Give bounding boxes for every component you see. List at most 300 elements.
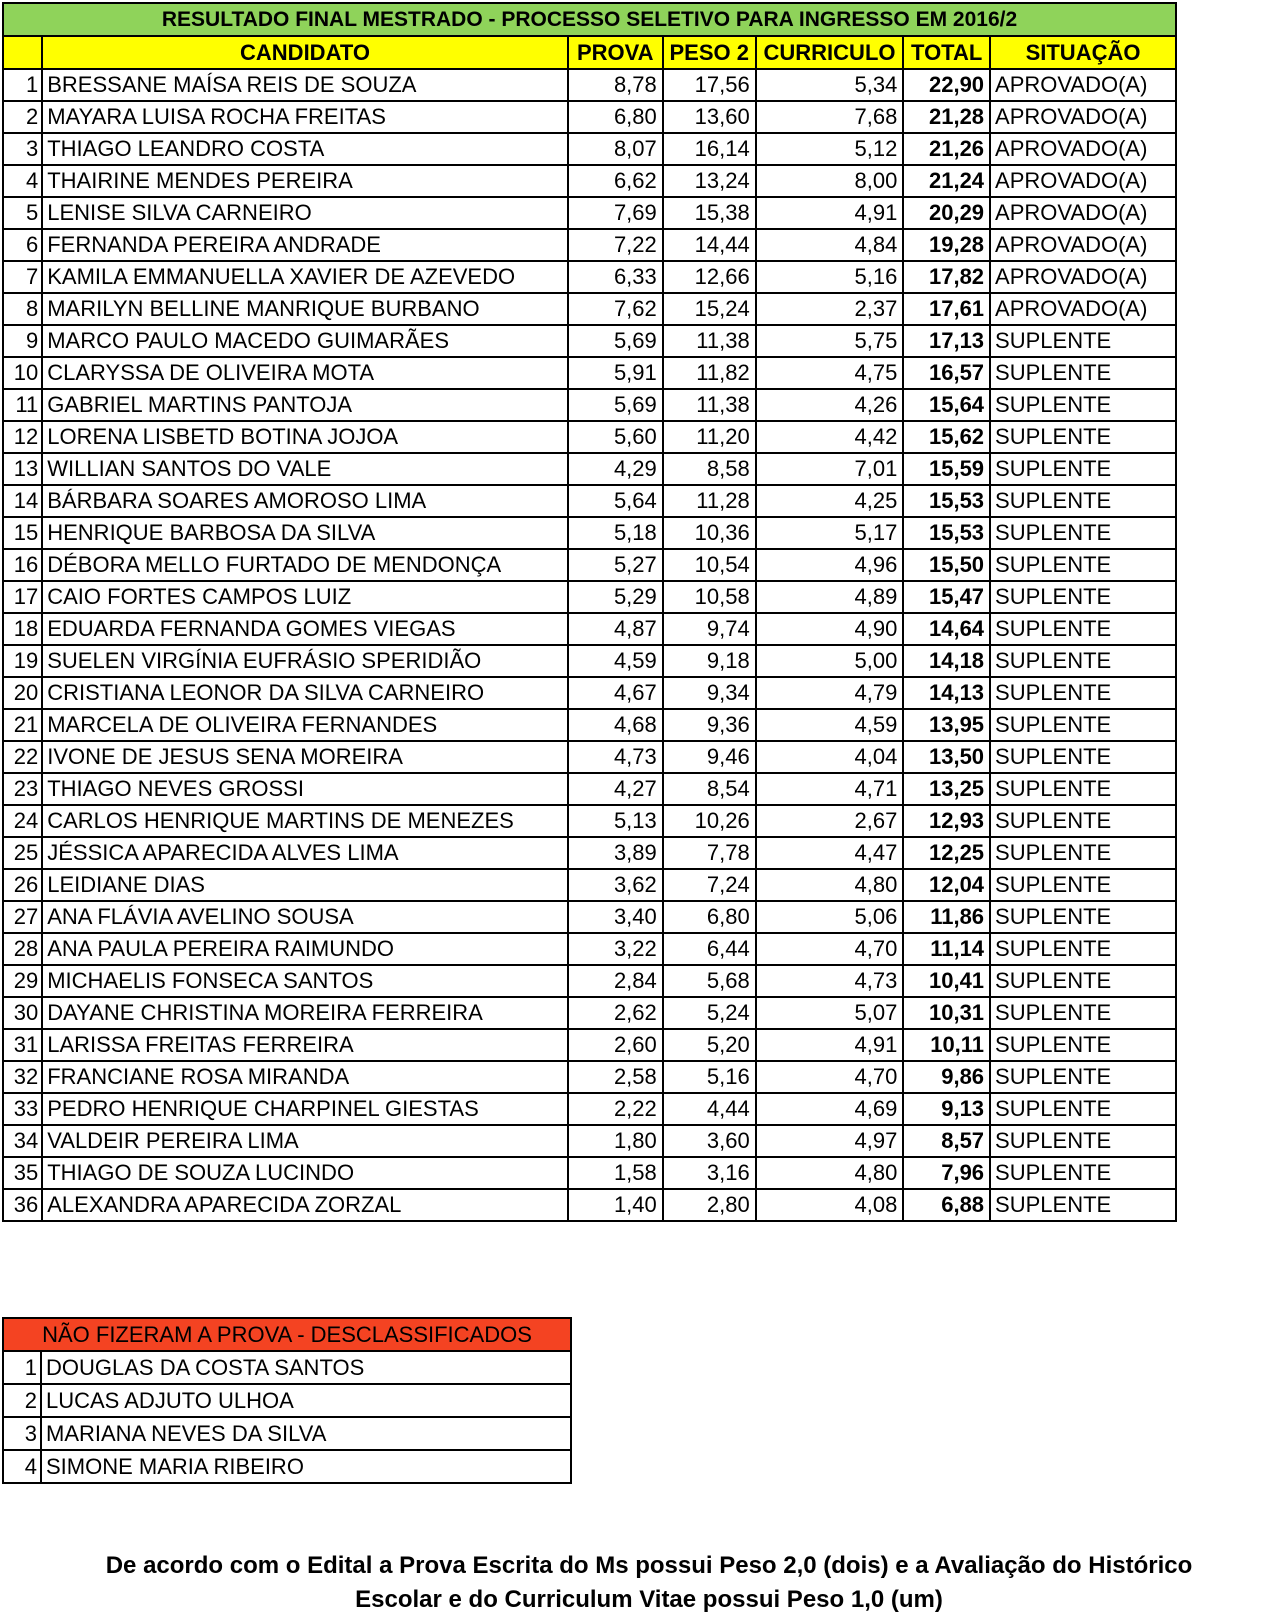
prova-cell: 4,73 [568,741,663,773]
peso-cell: 3,16 [663,1157,756,1189]
candidate-name-cell: THAIRINE MENDES PEREIRA [42,165,568,197]
table-row [3,869,1176,901]
prova-cell: 4,27 [568,773,663,805]
table-row [3,485,1176,517]
table-row [3,613,1176,645]
total-cell: 21,24 [903,165,990,197]
situacao-cell: APROVADO(A) [990,101,1176,133]
candidate-name-cell: LEIDIANE DIAS [42,869,568,901]
prova-cell: 8,78 [568,69,663,101]
rank-cell: 16 [3,549,42,581]
curriculo-cell: 4,70 [756,933,904,965]
results-table [2,2,1177,1222]
curriculo-cell: 4,08 [756,1189,904,1221]
situacao-cell: SUPLENTE [990,741,1176,773]
prova-cell: 4,29 [568,453,663,485]
prova-cell: 2,22 [568,1093,663,1125]
curriculo-cell: 7,01 [756,453,904,485]
curriculo-cell: 5,16 [756,261,904,293]
rank-cell: 27 [3,901,42,933]
candidate-name-cell: DOUGLAS DA COSTA SANTOS [41,1351,571,1384]
situacao-cell: SUPLENTE [990,1061,1176,1093]
rank-cell: 12 [3,421,42,453]
candidate-name-cell: MARCO PAULO MACEDO GUIMARÃES [42,325,568,357]
prova-cell: 2,84 [568,965,663,997]
table-row [3,1417,571,1450]
footnote-line-1: De acordo com o Edital a Prova Escrita do Ms possui Peso 2,0 (dois) e a Avaliação do Histórico [105,1552,1193,1579]
situacao-cell: APROVADO(A) [990,133,1176,165]
candidate-name-cell: LARISSA FREITAS FERREIRA [42,1029,568,1061]
prova-cell: 6,62 [568,165,663,197]
total-cell: 15,53 [903,517,990,549]
candidate-name-cell: LORENA LISBETD BOTINA JOJOA [42,421,568,453]
total-cell: 19,28 [903,229,990,261]
peso-cell: 10,36 [663,517,756,549]
disqualified-body [3,1351,571,1483]
peso-cell: 10,26 [663,805,756,837]
situacao-cell: APROVADO(A) [990,261,1176,293]
situacao-cell: SUPLENTE [990,453,1176,485]
candidate-name-cell: EDUARDA FERNANDA GOMES VIEGAS [42,613,568,645]
prova-cell: 3,40 [568,901,663,933]
rank-cell: 15 [3,517,42,549]
table-row [3,709,1176,741]
total-cell: 15,62 [903,421,990,453]
disqualified-title-row [3,1318,571,1351]
prova-cell: 2,60 [568,1029,663,1061]
table-row [3,1061,1176,1093]
rank-cell: 9 [3,325,42,357]
table-row [3,293,1176,325]
candidate-name-cell: WILLIAN SANTOS DO VALE [42,453,568,485]
table-row [3,677,1176,709]
rank-cell: 35 [3,1157,42,1189]
candidate-name-cell: MARCELA DE OLIVEIRA FERNANDES [42,709,568,741]
rank-cell: 25 [3,837,42,869]
situacao-cell: APROVADO(A) [990,165,1176,197]
peso-cell: 4,44 [663,1093,756,1125]
table-row [3,1450,571,1483]
candidate-name-cell: MARIANA NEVES DA SILVA [41,1417,571,1450]
total-cell: 15,64 [903,389,990,421]
total-cell: 17,82 [903,261,990,293]
table-row [3,933,1176,965]
rank-cell: 1 [3,1351,41,1384]
footnote [10,1549,1288,1617]
prova-cell: 3,22 [568,933,663,965]
candidate-name-cell: PEDRO HENRIQUE CHARPINEL GIESTAS [42,1093,568,1125]
total-cell: 17,61 [903,293,990,325]
peso-cell: 3,60 [663,1125,756,1157]
situacao-cell: SUPLENTE [990,933,1176,965]
curriculo-cell: 4,69 [756,1093,904,1125]
prova-cell: 3,62 [568,869,663,901]
table-row [3,837,1176,869]
curriculo-cell: 4,96 [756,549,904,581]
situacao-cell: SUPLENTE [990,709,1176,741]
prova-cell: 5,27 [568,549,663,581]
prova-cell: 7,22 [568,229,663,261]
candidate-name-cell: SUELEN VIRGÍNIA EUFRÁSIO SPERIDIÃO [42,645,568,677]
table-row [3,229,1176,261]
candidate-name-cell: LUCAS ADJUTO ULHOA [41,1384,571,1417]
total-cell: 12,93 [903,805,990,837]
rank-cell: 3 [3,1417,41,1450]
peso-cell: 17,56 [663,69,756,101]
curriculo-cell: 4,26 [756,389,904,421]
candidate-name-cell: VALDEIR PEREIRA LIMA [42,1125,568,1157]
prova-cell: 4,59 [568,645,663,677]
total-cell: 11,14 [903,933,990,965]
candidate-name-cell: BÁRBARA SOARES AMOROSO LIMA [42,485,568,517]
situacao-cell: SUPLENTE [990,677,1176,709]
rank-cell: 6 [3,229,42,261]
rank-cell: 11 [3,389,42,421]
table-row [3,1029,1176,1061]
prova-cell: 4,67 [568,677,663,709]
rank-cell: 33 [3,1093,42,1125]
rank-cell: 18 [3,613,42,645]
results-body [3,69,1176,1221]
rank-cell: 1 [3,69,42,101]
total-cell: 15,50 [903,549,990,581]
situacao-cell: SUPLENTE [990,965,1176,997]
candidate-name-cell: BRESSANE MAÍSA REIS DE SOUZA [42,69,568,101]
peso-cell: 15,24 [663,293,756,325]
prova-cell: 1,58 [568,1157,663,1189]
table-row [3,69,1176,101]
table-row [3,805,1176,837]
peso-cell: 6,80 [663,901,756,933]
candidate-name-cell: DAYANE CHRISTINA MOREIRA FERREIRA [42,997,568,1029]
situacao-cell: SUPLENTE [990,613,1176,645]
results-title-row [3,3,1176,36]
situacao-cell: SUPLENTE [990,421,1176,453]
results-header-row [3,36,1176,69]
rank-cell: 17 [3,581,42,613]
rank-cell: 21 [3,709,42,741]
candidate-name-cell: ANA PAULA PEREIRA RAIMUNDO [42,933,568,965]
curriculo-cell: 4,97 [756,1125,904,1157]
rank-cell: 8 [3,293,42,325]
total-cell: 9,86 [903,1061,990,1093]
table-row [3,1189,1176,1221]
table-row [3,773,1176,805]
total-cell: 15,59 [903,453,990,485]
candidate-name-cell: HENRIQUE BARBOSA DA SILVA [42,517,568,549]
peso-cell: 7,78 [663,837,756,869]
prova-cell: 2,58 [568,1061,663,1093]
peso-cell: 9,74 [663,613,756,645]
peso-cell: 8,58 [663,453,756,485]
peso-cell: 5,20 [663,1029,756,1061]
candidate-name-cell: MARILYN BELLINE MANRIQUE BURBANO [42,293,568,325]
prova-cell: 8,07 [568,133,663,165]
peso-cell: 11,38 [663,325,756,357]
prova-cell: 6,33 [568,261,663,293]
total-cell: 9,13 [903,1093,990,1125]
total-cell: 10,41 [903,965,990,997]
peso-cell: 10,58 [663,581,756,613]
curriculo-cell: 4,42 [756,421,904,453]
candidate-name-cell: FERNANDA PEREIRA ANDRADE [42,229,568,261]
total-cell: 12,04 [903,869,990,901]
situacao-cell: SUPLENTE [990,901,1176,933]
prova-cell: 5,13 [568,805,663,837]
curriculo-cell: 4,70 [756,1061,904,1093]
candidate-name-cell: IVONE DE JESUS SENA MOREIRA [42,741,568,773]
candidate-name-cell: JÉSSICA APARECIDA ALVES LIMA [42,837,568,869]
rank-cell: 3 [3,133,42,165]
situacao-cell: SUPLENTE [990,357,1176,389]
candidate-name-cell: CARLOS HENRIQUE MARTINS DE MENEZES [42,805,568,837]
total-cell: 21,26 [903,133,990,165]
table-row [3,197,1176,229]
curriculo-cell: 4,91 [756,197,904,229]
curriculo-cell: 4,84 [756,229,904,261]
situacao-cell: APROVADO(A) [990,293,1176,325]
situacao-cell: SUPLENTE [990,389,1176,421]
situacao-cell: SUPLENTE [990,1093,1176,1125]
total-cell: 14,13 [903,677,990,709]
peso-cell: 9,36 [663,709,756,741]
prova-cell: 7,69 [568,197,663,229]
situacao-cell: SUPLENTE [990,773,1176,805]
prova-cell: 5,18 [568,517,663,549]
table-row [3,133,1176,165]
total-cell: 16,57 [903,357,990,389]
curriculo-cell: 4,73 [756,965,904,997]
situacao-cell: SUPLENTE [990,1157,1176,1189]
curriculo-cell: 5,06 [756,901,904,933]
prova-cell: 5,60 [568,421,663,453]
curriculo-cell: 4,25 [756,485,904,517]
total-cell: 13,25 [903,773,990,805]
prova-cell: 5,29 [568,581,663,613]
rank-cell: 26 [3,869,42,901]
total-cell: 8,57 [903,1125,990,1157]
prova-cell: 5,69 [568,325,663,357]
total-cell: 10,11 [903,1029,990,1061]
curriculo-cell: 2,67 [756,805,904,837]
prova-cell: 7,62 [568,293,663,325]
column-header-total: TOTAL [903,36,990,69]
peso-cell: 5,16 [663,1061,756,1093]
curriculo-cell: 4,75 [756,357,904,389]
situacao-cell: SUPLENTE [990,581,1176,613]
footnote-line-2: Escolar e do Curriculum Vitae possui Peso 1,0 (um) [355,1586,943,1613]
peso-cell: 7,24 [663,869,756,901]
peso-cell: 8,54 [663,773,756,805]
total-cell: 14,64 [903,613,990,645]
rank-cell: 22 [3,741,42,773]
rank-cell: 2 [3,101,42,133]
total-cell: 12,25 [903,837,990,869]
disqualified-table [2,1317,572,1484]
situacao-cell: SUPLENTE [990,645,1176,677]
candidate-name-cell: MICHAELIS FONSECA SANTOS [42,965,568,997]
situacao-cell: SUPLENTE [990,805,1176,837]
rank-cell: 5 [3,197,42,229]
table-row [3,997,1176,1029]
candidate-name-cell: THIAGO DE SOUZA LUCINDO [42,1157,568,1189]
total-cell: 6,88 [903,1189,990,1221]
table-row [3,549,1176,581]
column-header-candidato: CANDIDATO [42,36,568,69]
table-row [3,325,1176,357]
table-row [3,1093,1176,1125]
peso-cell: 9,46 [663,741,756,773]
candidate-name-cell: SIMONE MARIA RIBEIRO [41,1450,571,1483]
curriculo-cell: 4,71 [756,773,904,805]
situacao-cell: SUPLENTE [990,837,1176,869]
total-cell: 22,90 [903,69,990,101]
table-row [3,581,1176,613]
peso-cell: 10,54 [663,549,756,581]
situacao-cell: SUPLENTE [990,1029,1176,1061]
rank-cell: 20 [3,677,42,709]
table-row [3,421,1176,453]
column-header-rank [3,36,42,69]
peso-cell: 15,38 [663,197,756,229]
table-row [3,1351,571,1384]
situacao-cell: SUPLENTE [990,517,1176,549]
total-cell: 20,29 [903,197,990,229]
peso-cell: 13,24 [663,165,756,197]
situacao-cell: SUPLENTE [990,485,1176,517]
situacao-cell: SUPLENTE [990,549,1176,581]
table-row [3,1384,571,1417]
total-cell: 10,31 [903,997,990,1029]
curriculo-cell: 2,37 [756,293,904,325]
table-row [3,453,1176,485]
candidate-name-cell: THIAGO LEANDRO COSTA [42,133,568,165]
disqualified-title: NÃO FIZERAM A PROVA - DESCLASSIFICADOS [3,1318,571,1351]
candidate-name-cell: MAYARA LUISA ROCHA FREITAS [42,101,568,133]
situacao-cell: SUPLENTE [990,869,1176,901]
table-row [3,965,1176,997]
peso-cell: 2,80 [663,1189,756,1221]
rank-cell: 34 [3,1125,42,1157]
rank-cell: 32 [3,1061,42,1093]
rank-cell: 24 [3,805,42,837]
table-row [3,389,1176,421]
curriculo-cell: 5,07 [756,997,904,1029]
column-header-prova: PROVA [568,36,663,69]
curriculo-cell: 5,75 [756,325,904,357]
curriculo-cell: 5,12 [756,133,904,165]
candidate-name-cell: CLARYSSA DE OLIVEIRA MOTA [42,357,568,389]
rank-cell: 14 [3,485,42,517]
table-row [3,901,1176,933]
peso-cell: 12,66 [663,261,756,293]
peso-cell: 13,60 [663,101,756,133]
rank-cell: 31 [3,1029,42,1061]
peso-cell: 9,34 [663,677,756,709]
rank-cell: 13 [3,453,42,485]
prova-cell: 5,91 [568,357,663,389]
peso-cell: 16,14 [663,133,756,165]
rank-cell: 36 [3,1189,42,1221]
table-row [3,101,1176,133]
curriculo-cell: 7,68 [756,101,904,133]
total-cell: 21,28 [903,101,990,133]
rank-cell: 19 [3,645,42,677]
prova-cell: 3,89 [568,837,663,869]
candidate-name-cell: LENISE SILVA CARNEIRO [42,197,568,229]
candidate-name-cell: GABRIEL MARTINS PANTOJA [42,389,568,421]
peso-cell: 5,24 [663,997,756,1029]
curriculo-cell: 5,00 [756,645,904,677]
table-row [3,1157,1176,1189]
rank-cell: 4 [3,1450,41,1483]
rank-cell: 29 [3,965,42,997]
prova-cell: 6,80 [568,101,663,133]
prova-cell: 1,40 [568,1189,663,1221]
curriculo-cell: 4,04 [756,741,904,773]
total-cell: 13,50 [903,741,990,773]
curriculo-cell: 4,80 [756,869,904,901]
peso-cell: 11,28 [663,485,756,517]
rank-cell: 4 [3,165,42,197]
curriculo-cell: 4,59 [756,709,904,741]
candidate-name-cell: THIAGO NEVES GROSSI [42,773,568,805]
results-title: RESULTADO FINAL MESTRADO - PROCESSO SELETIVO PARA INGRESSO EM 2016/2 [3,3,1176,36]
situacao-cell: SUPLENTE [990,325,1176,357]
candidate-name-cell: ALEXANDRA APARECIDA ZORZAL [42,1189,568,1221]
situacao-cell: APROVADO(A) [990,69,1176,101]
curriculo-cell: 4,47 [756,837,904,869]
total-cell: 17,13 [903,325,990,357]
rank-cell: 30 [3,997,42,1029]
prova-cell: 5,64 [568,485,663,517]
candidate-name-cell: CRISTIANA LEONOR DA SILVA CARNEIRO [42,677,568,709]
curriculo-cell: 4,91 [756,1029,904,1061]
total-cell: 15,53 [903,485,990,517]
prova-cell: 4,87 [568,613,663,645]
total-cell: 14,18 [903,645,990,677]
prova-cell: 4,68 [568,709,663,741]
prova-cell: 5,69 [568,389,663,421]
rank-cell: 23 [3,773,42,805]
peso-cell: 14,44 [663,229,756,261]
total-cell: 13,95 [903,709,990,741]
situacao-cell: SUPLENTE [990,1189,1176,1221]
situacao-cell: APROVADO(A) [990,197,1176,229]
total-cell: 15,47 [903,581,990,613]
curriculo-cell: 4,79 [756,677,904,709]
table-row [3,261,1176,293]
table-row [3,741,1176,773]
curriculo-cell: 8,00 [756,165,904,197]
peso-cell: 11,38 [663,389,756,421]
curriculo-cell: 4,89 [756,581,904,613]
curriculo-cell: 5,34 [756,69,904,101]
curriculo-cell: 5,17 [756,517,904,549]
peso-cell: 9,18 [663,645,756,677]
prova-cell: 1,80 [568,1125,663,1157]
table-row [3,1125,1176,1157]
column-header-peso: PESO 2 [663,36,756,69]
candidate-name-cell: ANA FLÁVIA AVELINO SOUSA [42,901,568,933]
column-header-curriculo: CURRICULO [756,36,904,69]
curriculo-cell: 4,80 [756,1157,904,1189]
peso-cell: 11,82 [663,357,756,389]
peso-cell: 11,20 [663,421,756,453]
column-header-situacao: SITUAÇÃO [990,36,1176,69]
peso-cell: 5,68 [663,965,756,997]
candidate-name-cell: FRANCIANE ROSA MIRANDA [42,1061,568,1093]
